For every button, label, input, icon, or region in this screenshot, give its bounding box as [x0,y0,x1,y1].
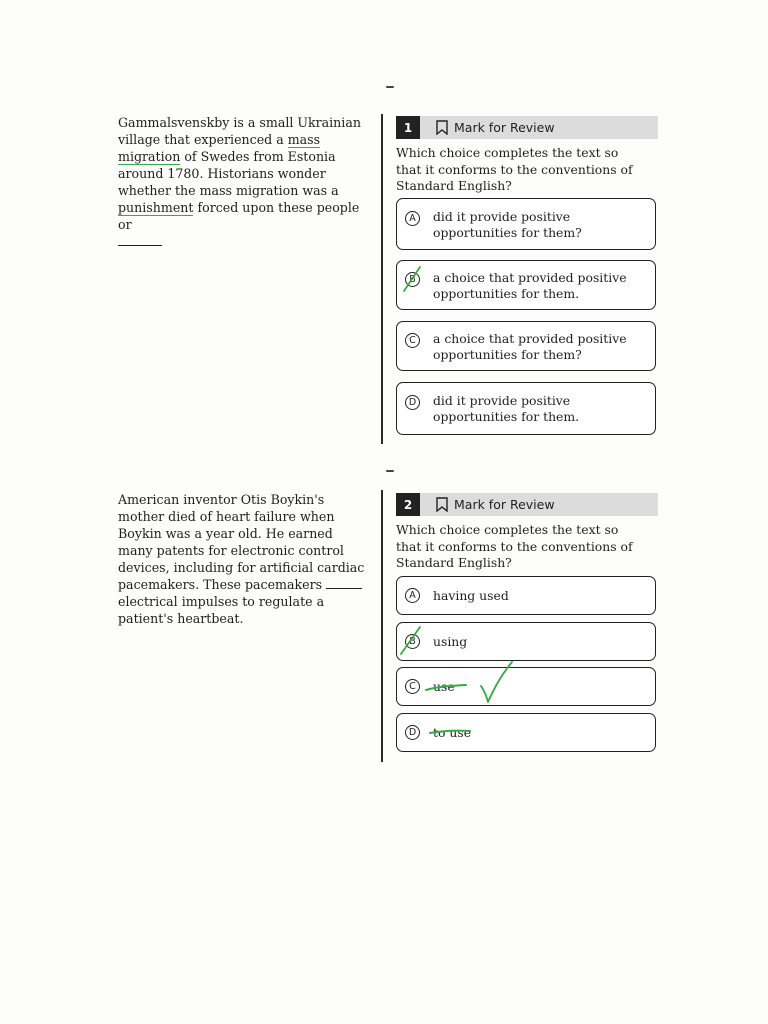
q2-blank [326,577,362,589]
q2-header [396,493,658,516]
q1-passage: Gammalsvenskby is a small Ukrainian village that experienced a mass migration of Swedes from Estonia around 1780. Historians wonder whether the mass migration was a punishment forced upon these people or [118,114,370,250]
q1-mark-for-review[interactable]: Mark for Review [454,120,555,135]
option-text: a choice that provided positive opportunities for them. [433,270,627,301]
q1-option-a[interactable] [396,198,656,250]
q2-mark-for-review[interactable]: Mark for Review [454,497,555,512]
option-letter: B [405,272,420,287]
option-letter: B [405,634,420,649]
bookmark-icon[interactable] [436,497,448,512]
option-letter: D [405,395,420,410]
q1-blank [118,234,162,246]
q1-option-d[interactable] [396,382,656,435]
option-text: did it provide positive opportunities for them. [433,393,580,424]
page-top-mark [386,86,394,88]
q1-number: 1 [396,116,420,139]
option-text: did it provide positive opportunities for them? [433,209,582,240]
option-text: use [433,679,455,694]
option-letter: A [405,211,420,226]
option-letter: A [405,588,420,603]
option-text: to use [433,725,472,740]
q2-option-a[interactable] [396,576,656,615]
q1-option-c[interactable] [396,321,656,371]
option-text: a choice that provided positive opportunities for them? [433,331,627,362]
q2-option-b[interactable] [396,622,656,661]
q2-option-d[interactable] [396,713,656,752]
option-letter: C [405,333,420,348]
option-text: having used [433,588,509,603]
q2-divider [381,490,383,762]
q2-option-c[interactable] [396,667,656,706]
q2-passage: American inventor Otis Boykin's mother died of heart failure when Boykin was a year old. He earned many patents for electronic control devices, including for artificial cardiac pacemakers. These pacemakers electrical impulses to regulate a patient's heartbeat. [118,492,365,626]
q1-prompt: Which choice completes the text so that it conforms to the conventions of Standard English? [396,145,633,193]
q2-number: 2 [396,493,420,516]
q1-panel [396,116,658,195]
q1-highlight-punishment: punishment [118,200,194,215]
option-letter: C [405,679,420,694]
q1-header [396,116,658,139]
bookmark-icon[interactable] [436,120,448,135]
section-separator-mark [386,470,394,472]
q1-highlight-mass-migration: mass migration [118,132,321,164]
option-letter: D [405,725,420,740]
q2-panel [396,493,658,572]
option-text: using [433,634,468,649]
q1-option-b[interactable] [396,260,656,310]
q2-prompt: Which choice completes the text so that it conforms to the conventions of Standard English? [396,522,633,570]
q1-divider [381,114,383,444]
